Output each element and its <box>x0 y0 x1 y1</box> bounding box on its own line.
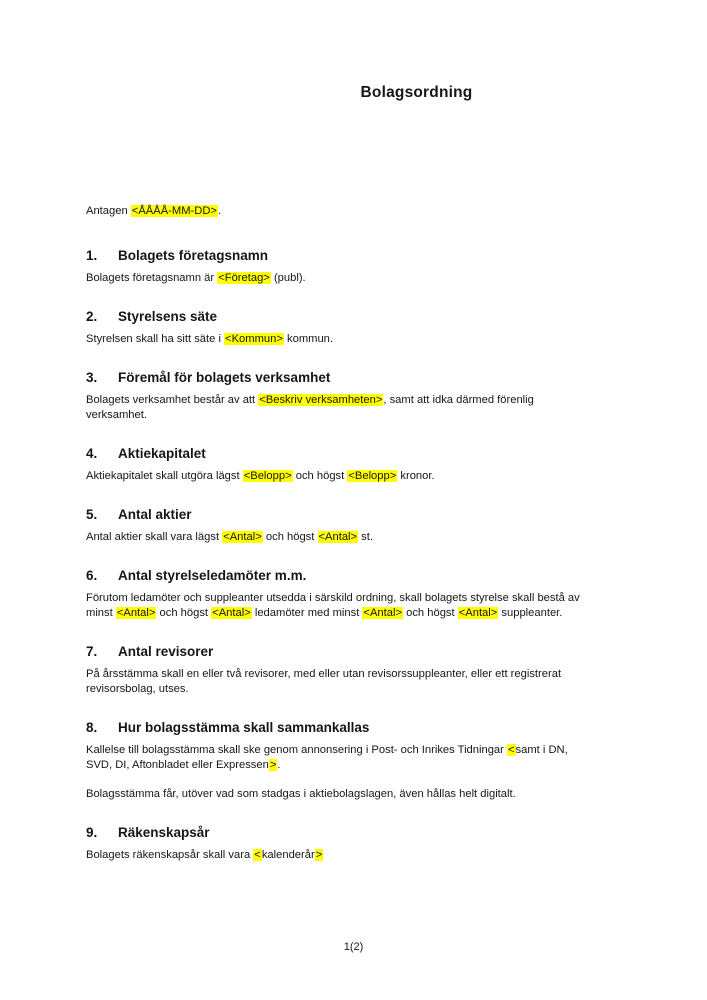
section-heading <box>86 369 626 386</box>
section-number: 4. <box>86 446 98 461</box>
section-paragraph <box>86 530 626 545</box>
body-text-run: ledamöter med minst <box>251 607 363 619</box>
section-number: 1. <box>86 248 98 263</box>
body-text-run: st. <box>358 531 373 543</box>
body-text-run: och högst <box>403 607 458 619</box>
body-text-run: Antal aktier skall vara lägst <box>86 531 223 543</box>
body-text-run: Bolagets företagsnamn är <box>86 272 218 284</box>
body-text-run: verksamhet. <box>86 409 147 421</box>
page-number: 1(2) <box>343 941 364 953</box>
body-text-run: minst <box>86 607 116 619</box>
body-text-run: Styrelsen skall ha sitt säte i <box>86 333 225 345</box>
placeholder-highlight: > <box>269 759 277 771</box>
placeholder-highlight: <Antal> <box>318 531 358 543</box>
section-paragraph <box>86 271 626 286</box>
section-number: 6. <box>86 568 98 583</box>
section-title: Föremål för bolagets verksamhet <box>118 370 331 385</box>
section-paragraph <box>86 332 626 347</box>
section-heading <box>86 824 626 841</box>
document-title: Bolagsordning <box>360 84 473 101</box>
body-text-run: kalenderår <box>261 849 315 861</box>
placeholder-highlight: <Belopp> <box>243 470 292 482</box>
document-section <box>86 643 626 697</box>
body-text-run: SVD, DI, Aftonbladet eller Expressen <box>86 759 269 771</box>
section-heading <box>86 719 626 736</box>
text-line <box>86 606 626 621</box>
section-heading <box>86 506 626 523</box>
body-text-run: . <box>277 759 281 771</box>
text-line <box>86 848 626 863</box>
text-line <box>86 787 626 802</box>
section-title: Räkenskapsår <box>118 825 210 840</box>
section-paragraph <box>86 743 626 773</box>
document-section <box>86 308 626 347</box>
placeholder-highlight: <Beskriv verksamheten> <box>259 394 383 406</box>
body-text-run: Aktiekapitalet skall utgöra lägst <box>86 470 243 482</box>
text-line <box>86 469 626 484</box>
placeholder-highlight: <Kommun> <box>225 333 283 345</box>
section-title: Styrelsens säte <box>118 309 218 324</box>
section-number: 8. <box>86 720 98 735</box>
section-heading <box>86 445 626 462</box>
section-heading <box>86 643 626 660</box>
document-section <box>86 369 626 423</box>
placeholder-highlight: < <box>507 744 515 756</box>
document-section <box>86 824 626 863</box>
text-line <box>86 667 626 682</box>
text-line <box>86 393 626 408</box>
body-text-run: och högst <box>262 531 318 543</box>
placeholder-highlight: <Företag> <box>218 272 270 284</box>
placeholder-highlight: <ÅÅÅÅ-MM-DD> <box>131 205 217 217</box>
section-paragraph <box>86 393 626 423</box>
document-section <box>86 567 626 621</box>
section-paragraph <box>86 469 626 484</box>
placeholder-highlight: <Antal> <box>363 607 402 619</box>
section-number: 9. <box>86 825 98 840</box>
section-title: Hur bolagsstämma skall sammankallas <box>118 720 370 735</box>
text-line <box>86 530 626 545</box>
body-text-run: På årsstämma skall en eller två revisorer, med eller utan revisorssuppleanter, eller ett registrerat <box>86 668 562 680</box>
section-paragraph <box>86 591 626 621</box>
text-line <box>86 408 626 423</box>
placeholder-highlight: <Belopp> <box>348 470 397 482</box>
body-text-run: Bolagets räkenskapsår skall vara <box>86 849 254 861</box>
placeholder-highlight: > <box>315 849 323 861</box>
body-text-run: och högst <box>292 470 348 482</box>
text-line <box>86 591 626 606</box>
text-line <box>86 332 626 347</box>
body-text-run: och högst <box>156 607 212 619</box>
document-section <box>86 719 626 802</box>
body-text-run: suppleanter. <box>498 607 563 619</box>
text-line <box>86 758 626 773</box>
section-title: Antal aktier <box>118 507 192 522</box>
body-text-run: kronor. <box>397 470 435 482</box>
document-sections <box>86 247 626 863</box>
placeholder-highlight: <Antal> <box>212 607 251 619</box>
section-paragraph <box>86 848 626 863</box>
placeholder-highlight: <Antal> <box>223 531 262 543</box>
placeholder-highlight: <Antal> <box>458 607 498 619</box>
section-heading <box>86 567 626 584</box>
text-line <box>86 682 626 697</box>
body-text-run: samt i DN, <box>515 744 568 756</box>
body-text-run: kommun. <box>283 333 334 345</box>
body-text-run: (publ). <box>270 272 306 284</box>
document-section <box>86 247 626 286</box>
section-paragraph <box>86 787 626 802</box>
text-line <box>86 743 626 758</box>
intro-line <box>86 204 221 219</box>
section-number: 7. <box>86 644 98 659</box>
section-title: Antal revisorer <box>118 644 214 659</box>
body-text-run: Kallelse till bolagsstämma skall ske genom annonsering i Post- och Inrikes Tidningar <box>86 744 507 756</box>
section-paragraph <box>86 667 626 697</box>
section-heading <box>86 247 626 264</box>
body-text-run: , samt att idka därmed förenlig <box>383 394 534 406</box>
text-line <box>86 271 626 286</box>
body-text-run: Bolagsstämma får, utöver vad som stadgas i aktiebolagslagen, även hållas helt digitalt. <box>86 788 516 800</box>
body-text-run: revisorsbolag, utses. <box>86 683 189 695</box>
body-text-run: Antagen <box>86 205 131 217</box>
section-heading <box>86 308 626 325</box>
section-number: 3. <box>86 370 98 385</box>
body-text-run: Bolagets verksamhet består av att <box>86 394 259 406</box>
document-section <box>86 445 626 484</box>
body-text-run: Förutom ledamöter och suppleanter utsedda i särskild ordning, skall bolagets styrelse skall bestå av <box>86 592 580 604</box>
document-section <box>86 506 626 545</box>
section-number: 2. <box>86 309 98 324</box>
section-number: 5. <box>86 507 98 522</box>
section-title: Bolagets företagsnamn <box>118 248 269 263</box>
section-title: Antal styrelseledamöter m.m. <box>118 568 307 583</box>
placeholder-highlight: < <box>254 849 261 861</box>
section-title: Aktiekapitalet <box>118 446 206 461</box>
placeholder-highlight: <Antal> <box>116 607 156 619</box>
body-text-run: . <box>217 205 222 217</box>
